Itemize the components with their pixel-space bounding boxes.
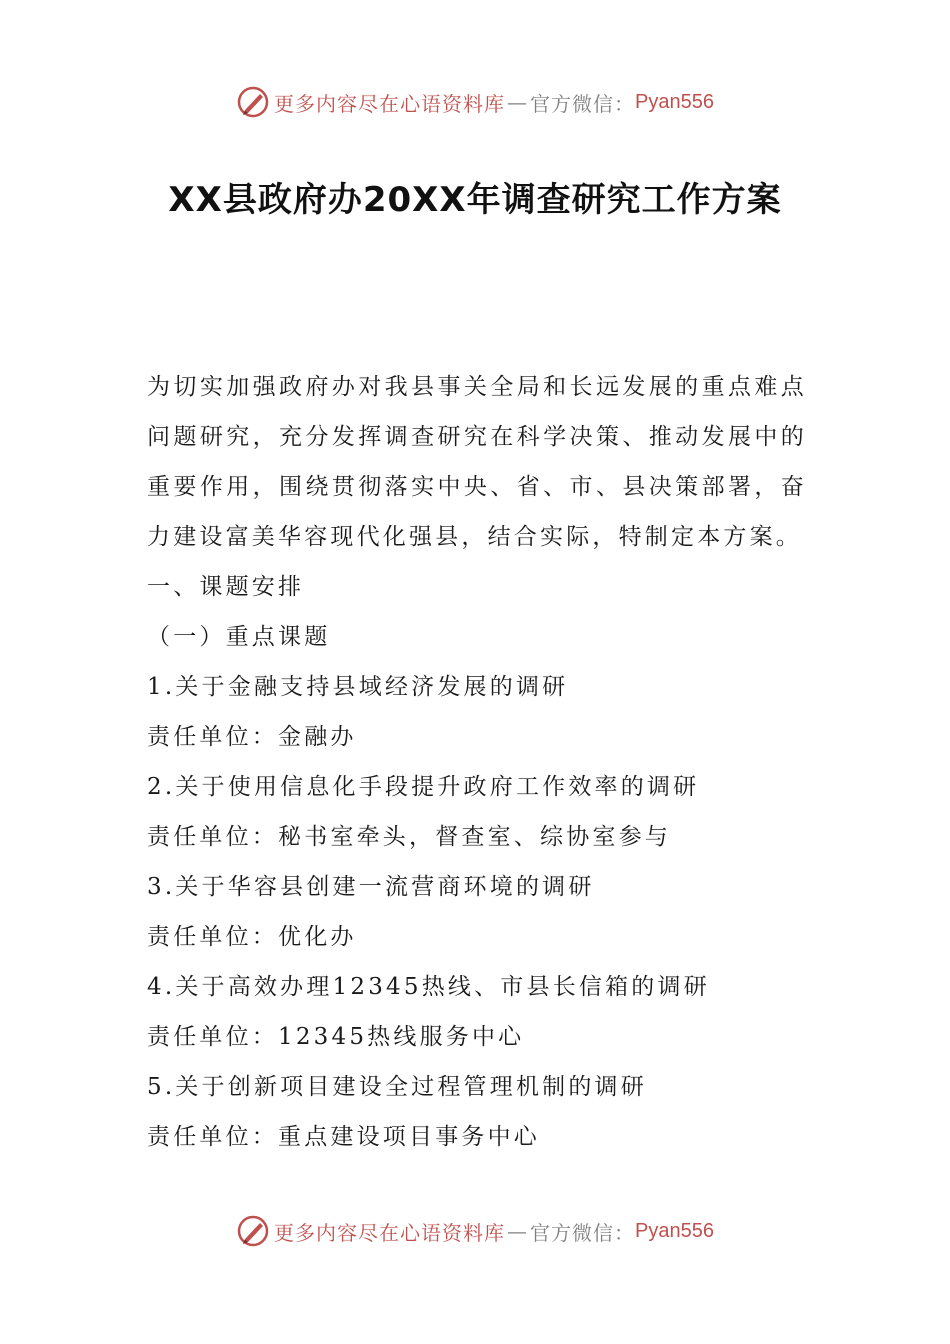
banner-label: 官方微信： — [530, 91, 636, 116]
banner-wechat-id: Pyan556 — [635, 90, 714, 113]
banner-separator: — — [507, 90, 529, 114]
topic-item: 1.关于金融支持县域经济发展的调研 — [147, 674, 569, 700]
document-title: XX县政府办20XX年调查研究工作方案 — [168, 180, 782, 220]
banner-label: 官方微信： — [530, 1220, 636, 1245]
footer-banner — [0, 1211, 950, 1251]
intro-paragraph: 为切实加强政府办对我县事关全局和长远发展的重点难点问题研究，充分发挥调查研究在科学决策、推动发展中的重要作用，围绕贯彻落实中央、省、市、县决策部署，奋力建设富美华容现代化强县，结合实际，特制定本方案。 — [147, 374, 807, 550]
topic-item: 3.关于华容县创建一流营商环境的调研 — [147, 874, 595, 900]
header-banner — [0, 82, 950, 122]
banner-wechat-id: Pyan556 — [635, 1219, 714, 1242]
responsible-unit: 责任单位：金融办 — [147, 724, 357, 750]
responsible-unit: 责任单位：秘书室牵头，督查室、综协室参与 — [147, 824, 671, 850]
banner-brand: 更多内容尽在心语资料库 — [274, 1220, 506, 1245]
banner-separator: — — [507, 1219, 529, 1243]
document-body — [147, 362, 807, 1162]
banner-brand: 更多内容尽在心语资料库 — [274, 91, 506, 116]
topic-item: 2.关于使用信息化手段提升政府工作效率的调研 — [147, 774, 700, 800]
pen-logo-icon — [236, 85, 270, 119]
responsible-unit: 责任单位：优化办 — [147, 924, 357, 950]
topic-item: 5.关于创新项目建设全过程管理机制的调研 — [147, 1074, 647, 1100]
responsible-unit: 责任单位：重点建设项目事务中心 — [147, 1124, 540, 1150]
pen-logo-icon — [236, 1214, 270, 1248]
subsection-heading: （一）重点课题 — [147, 624, 331, 650]
section-heading: 一、课题安排 — [147, 574, 305, 600]
responsible-unit: 责任单位：12345热线服务中心 — [147, 1024, 525, 1050]
topic-item: 4.关于高效办理12345热线、市县长信箱的调研 — [147, 974, 710, 1000]
